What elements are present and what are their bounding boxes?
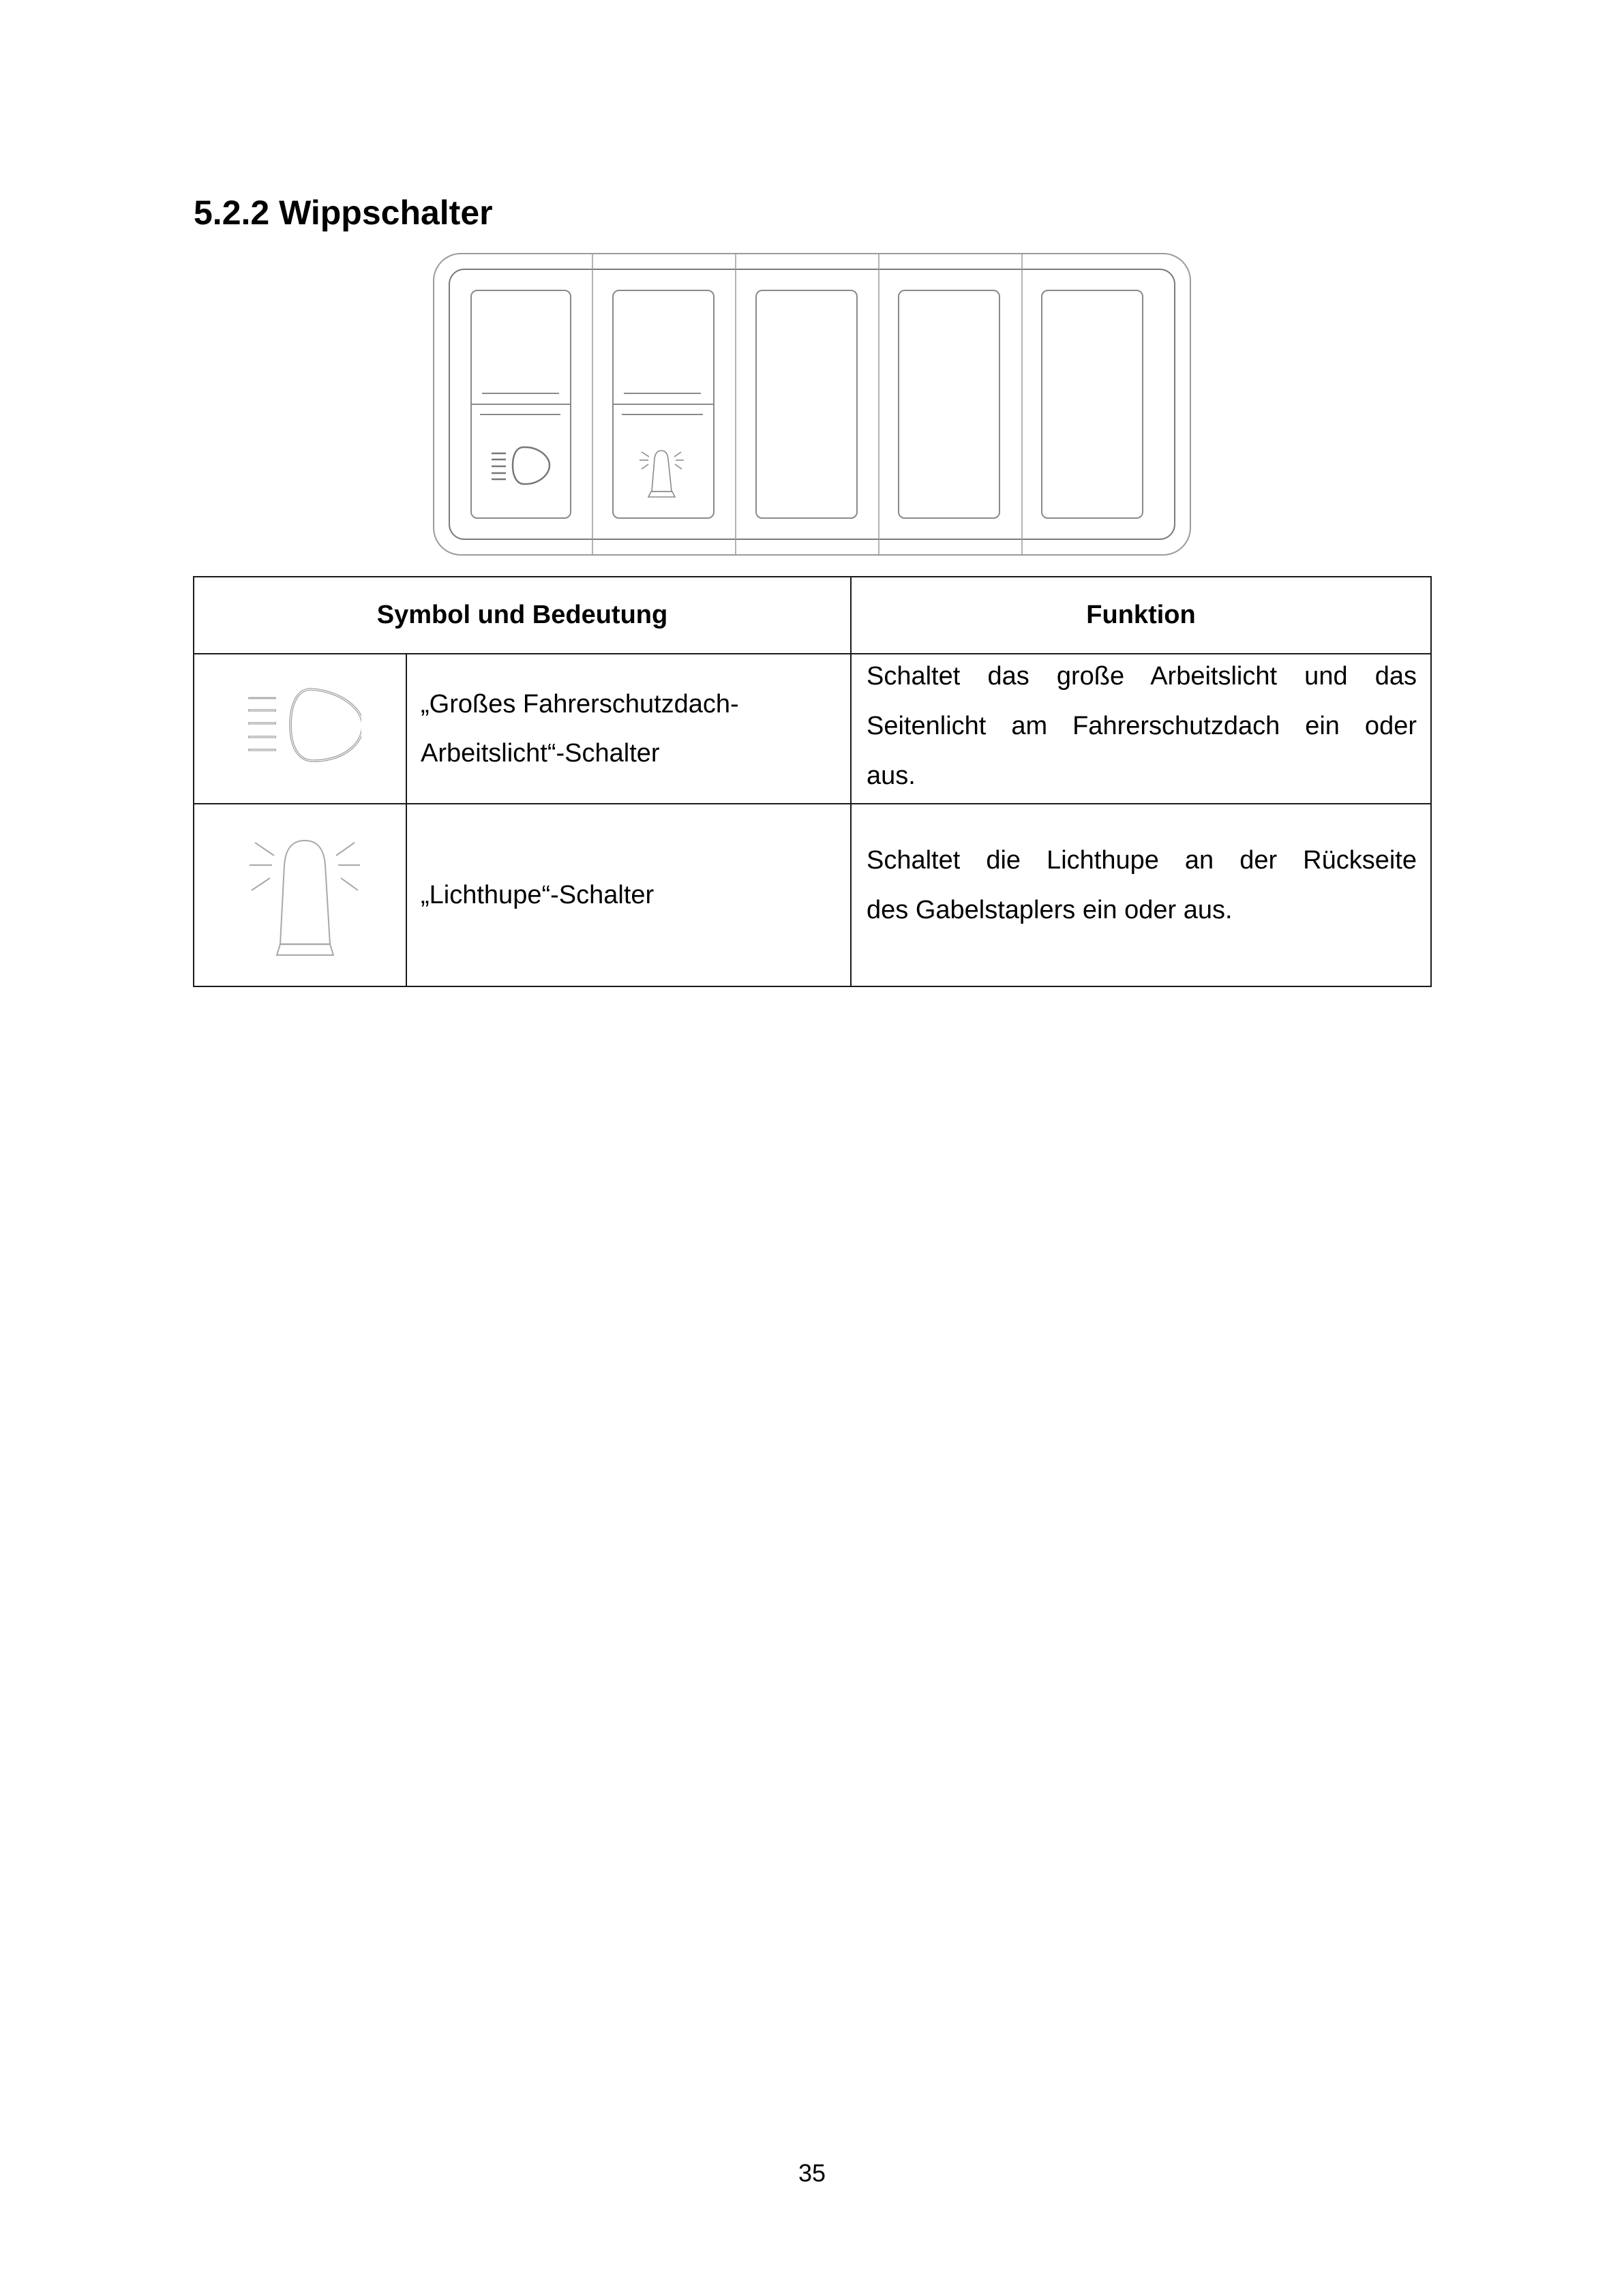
table-header-row xyxy=(194,577,1431,654)
beacon-light-icon xyxy=(239,834,361,956)
rocker-switch-4 xyxy=(899,290,999,518)
switch-function-table xyxy=(193,576,1432,987)
meaning-cell xyxy=(406,804,851,986)
function-text-line: Seitenlicht am Fahrerschutzdach ein oder xyxy=(867,712,1417,740)
header-function: Funktion xyxy=(851,577,1431,654)
rocker-switch-1 xyxy=(471,290,571,518)
meaning-text-line: Arbeitslicht“-Schalter xyxy=(421,739,660,768)
work-light-icon xyxy=(239,688,361,770)
work-light-icon xyxy=(492,447,550,484)
meaning-text-line: „Lichthupe“-Schalter xyxy=(421,881,655,909)
function-text-line: Schaltet das große Arbeitslicht und das xyxy=(867,662,1417,691)
function-text-line: Schaltet die Lichthupe an der Rückseite xyxy=(867,846,1417,875)
rocker-switch-2 xyxy=(613,290,714,518)
beacon-light-icon xyxy=(640,451,684,497)
rocker-switch-3 xyxy=(756,290,857,518)
meaning-cell xyxy=(406,654,851,804)
function-text-line: aus. xyxy=(867,761,916,790)
header-symbol-and-meaning: Symbol und Bedeutung xyxy=(194,577,851,654)
section-heading: 5.2.2 Wippschalter xyxy=(194,194,493,232)
function-text-line: des Gabelstaplers ein oder aus. xyxy=(867,896,1233,924)
function-cell xyxy=(851,804,1431,986)
meaning-text-line: „Großes Fahrerschutzdach- xyxy=(421,690,739,719)
rocker-switch-5 xyxy=(1042,290,1143,518)
symbol-cell xyxy=(194,654,406,804)
page-number: 35 xyxy=(798,2159,826,2187)
function-cell xyxy=(851,654,1431,804)
table-row xyxy=(194,804,1431,986)
symbol-cell xyxy=(194,804,406,986)
rocker-switch-panel-illustration xyxy=(0,0,1624,614)
table-row xyxy=(194,654,1431,804)
